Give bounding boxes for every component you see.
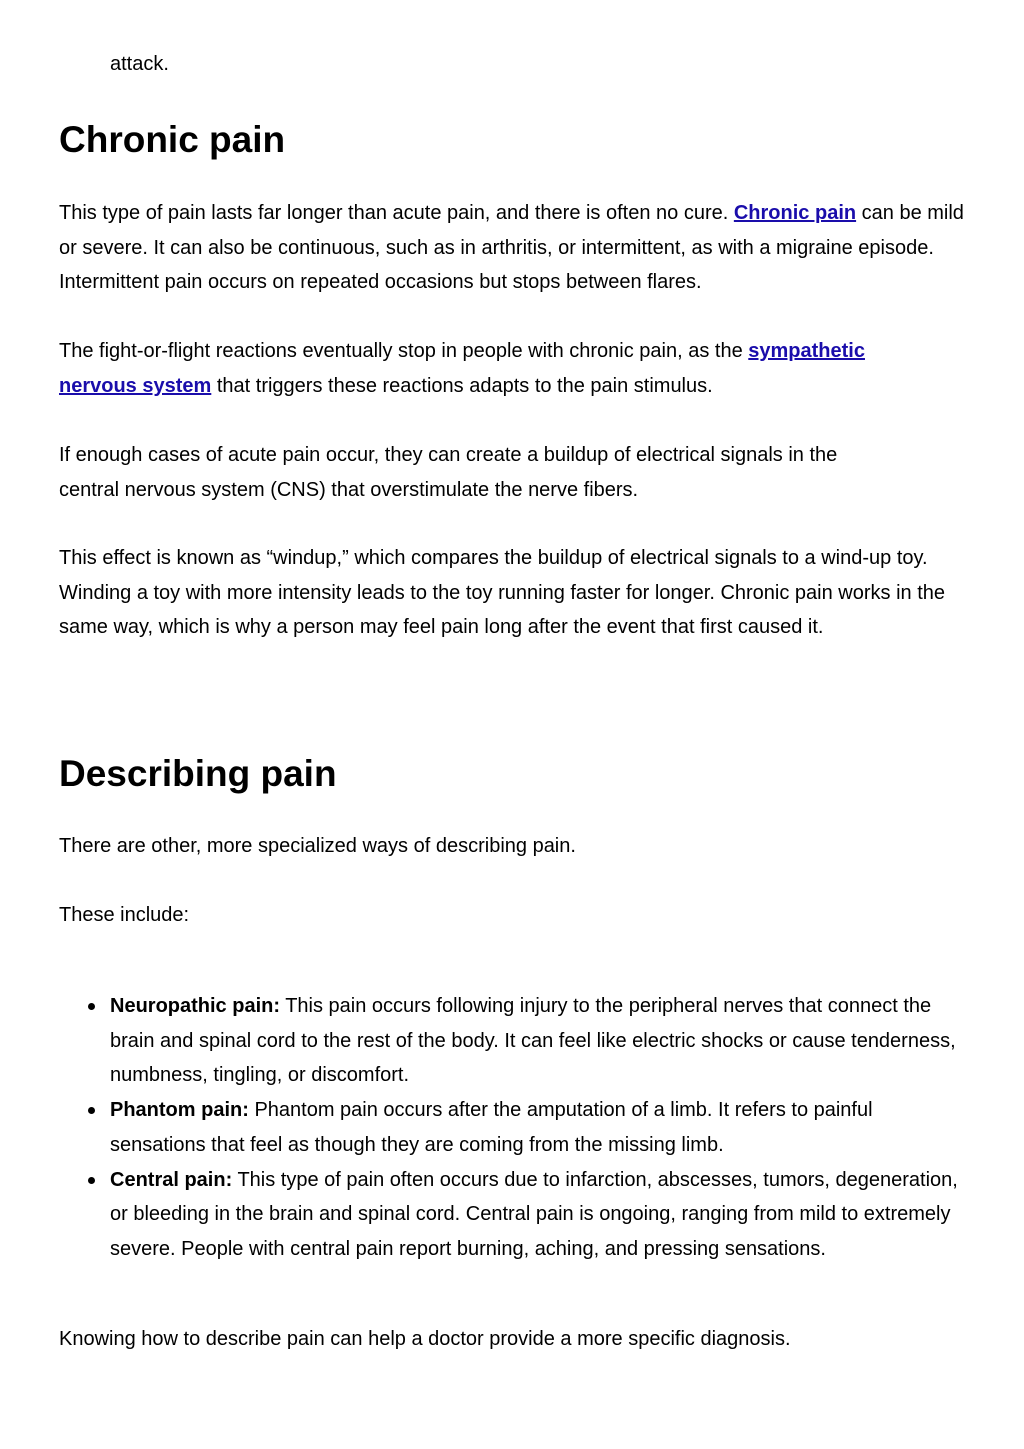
chronic-p2-before: The fight-or-flight reactions eventually stop in people with chronic pain, as the <box>59 340 749 362</box>
list-item <box>59 989 969 1093</box>
chronic-pain-link[interactable]: Chronic pain <box>733 202 857 224</box>
chronic-paragraph-4: This effect is known as “windup,” which compares the buildup of electrical signals to a wind-up toy. Winding a toy with more intensity leads to the toy running faster for longer. Chronic pain works in the same way, which is why a person may feel pain long after the event that first caused it. <box>59 547 946 639</box>
chronic-paragraph-2 <box>59 334 939 403</box>
describing-paragraph-2: These include: <box>59 904 190 926</box>
list-item-term: Phantom pain: <box>110 1099 249 1122</box>
list-item <box>59 1163 969 1267</box>
pain-types-list <box>59 989 969 1267</box>
intro-fragment: attack. <box>110 53 169 75</box>
list-item-term: Central pain: <box>110 1168 233 1191</box>
chronic-p1-after: can be mild or severe. It can also be continuous, such as in arthritis, or intermittent, as with a migraine episode. Intermittent pain occurs on repeated occasions but stops between flares. <box>59 202 964 294</box>
list-item-text: This type of pain often occurs due to infarction, abscesses, tumors, degeneration, or bleeding in the brain and spinal cord. Central pain is ongoing, ranging from mild to extremely severe. People with central pain report burning, aching, and pressing sensations. <box>110 1168 958 1260</box>
sympathetic-nervous-system-link[interactable]: sympathetic nervous system <box>59 340 865 397</box>
list-item-text: This pain occurs following injury to the peripheral nerves that connect the brain and spinal cord to the rest of the body. It can feel like electric shocks or cause tenderness, numbness, tingling, or discomfort. <box>110 995 956 1087</box>
list-item-term: Neuropathic pain: <box>110 995 281 1017</box>
describing-pain-heading: Describing pain <box>59 753 337 794</box>
list-item-text: Phantom pain occurs after the amputation of a limb. It refers to painful sensations that feel as though they are coming from the missing limb. <box>110 1099 873 1156</box>
list-item <box>59 1093 969 1162</box>
bullet-icon <box>88 1107 95 1114</box>
bullet-icon <box>88 1177 95 1184</box>
describing-paragraph-1: There are other, more specialized ways of describing pain. <box>59 835 576 857</box>
chronic-paragraph-3: If enough cases of acute pain occur, they can create a buildup of electrical signals in the central nervous system (CNS) that overstimulate the nerve fibers. <box>59 444 838 501</box>
chronic-pain-heading: Chronic pain <box>59 119 286 160</box>
bullet-icon <box>88 1003 95 1010</box>
closing-paragraph: Knowing how to describe pain can help a doctor provide a more specific diagnosis. <box>59 1328 791 1350</box>
chronic-p2-after: that triggers these reactions adapts to the pain stimulus. <box>211 374 713 397</box>
chronic-paragraph-1 <box>59 196 969 300</box>
chronic-p1-before: This type of pain lasts far longer than acute pain, and there is often no cure. <box>59 202 734 224</box>
